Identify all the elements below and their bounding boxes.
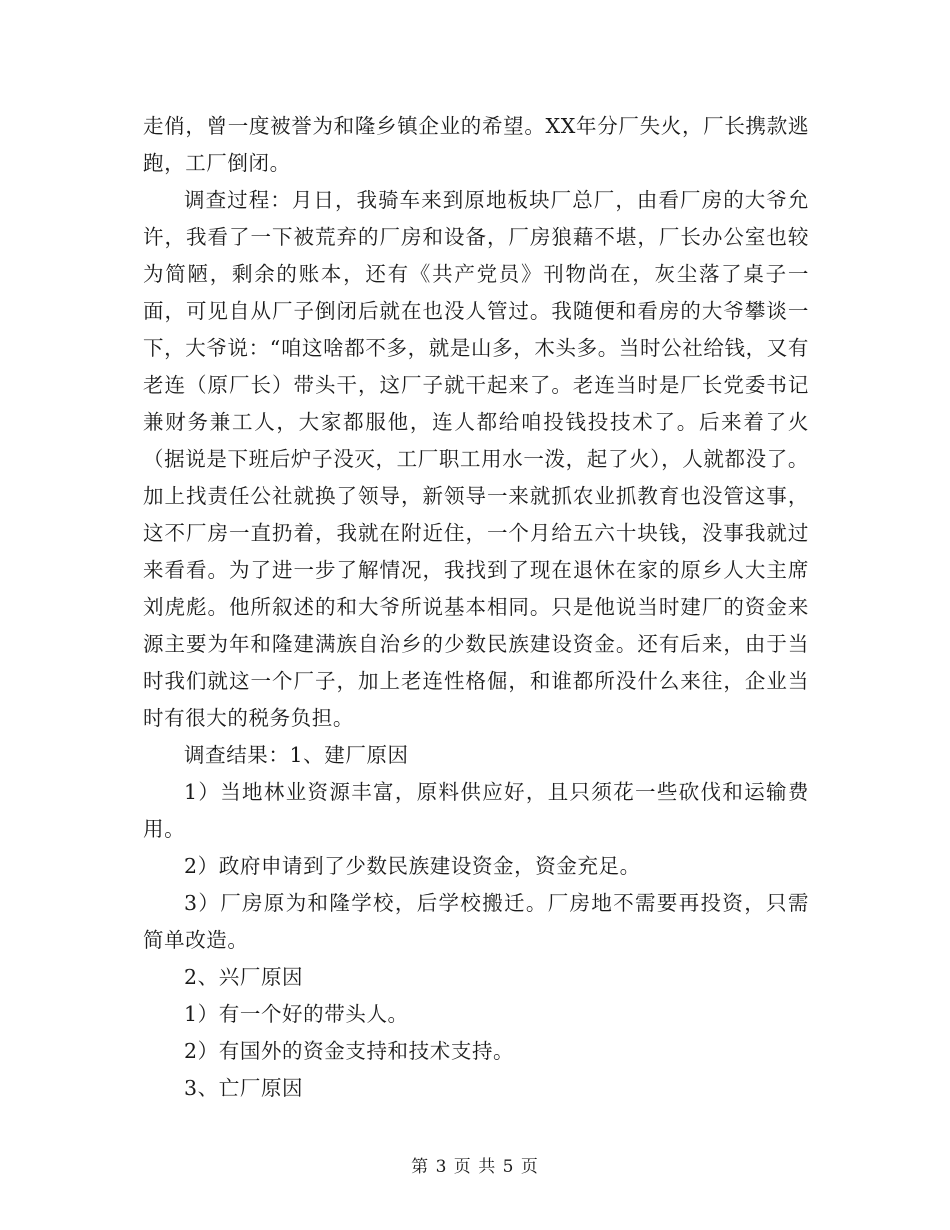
paragraph-intro-continuation: 走俏，曾一度被誉为和隆乡镇企业的希望。XX年分厂失火，厂长携款逃跑，工厂倒闭。 bbox=[143, 114, 809, 175]
page-number-label: 第 3 页 共 5 页 bbox=[411, 1157, 539, 1177]
paragraph-prosperity-2: 2）有国外的资金支持和技术支持。 bbox=[184, 1039, 515, 1063]
document-body bbox=[143, 108, 809, 1107]
paragraph-results-heading: 调查结果：1、建厂原因 bbox=[184, 743, 409, 767]
paragraph-reason-3: 3）厂房原为和隆学校，后学校搬迁。厂房地不需要再投资，只需简单改造。 bbox=[143, 891, 809, 952]
paragraph-decline-heading: 3、亡厂原因 bbox=[184, 1076, 304, 1100]
paragraph-investigation-process: 调查过程：月日，我骑车来到原地板块厂总厂，由看厂房的大爷允许，我看了一下被荒弃的厂房和设备，厂房狼藉不堪，厂长办公室也较为简陋，剩余的账本，还有《共产党员》刊物尚在，灰尘落了桌子一面，可见自从厂子倒闭后就在也没人管过。我随便和看房的大爷攀谈一下，大爷说：“咱这啥都不多，就是山多，木头多。当时公社给钱，又有老连（原厂长）带头干，这厂子就干起来了。老连当时是厂长党委书记兼财务兼工人，大家都服他，连人都给咱投钱投技术了。后来着了火（据说是下班后炉子没灭，工厂职工用水一泼，起了火），人就都没了。加上找责任公社就换了领导，新领导一来就抓农业抓教育也没管这事，这不厂房一直扔着，我就在附近住，一个月给五六十块钱，没事我就过来看看。为了进一步了解情况，我找到了现在退休在家的原乡人大主席刘虎彪。他所叙述的和大爷所说基本相同。只是他说当时建厂的资金来源主要为年和隆建满族自治乡的少数民族建设资金。还有后来，由于当时我们就这一个厂子，加上老连性格倔，和谁都所没什么来往，企业当时有很大的税务负担。 bbox=[143, 188, 809, 730]
paragraph-reason-1: 1）当地林业资源丰富，原料供应好，且只须花一些砍伐和运输费用。 bbox=[143, 780, 809, 841]
paragraph-prosperity-1: 1）有一个好的带头人。 bbox=[184, 1002, 409, 1026]
paragraph-reason-2: 2）政府申请到了少数民族建设资金，资金充足。 bbox=[184, 854, 641, 878]
page-footer bbox=[0, 1152, 950, 1177]
paragraph-prosperity-heading: 2、兴厂原因 bbox=[184, 965, 304, 989]
